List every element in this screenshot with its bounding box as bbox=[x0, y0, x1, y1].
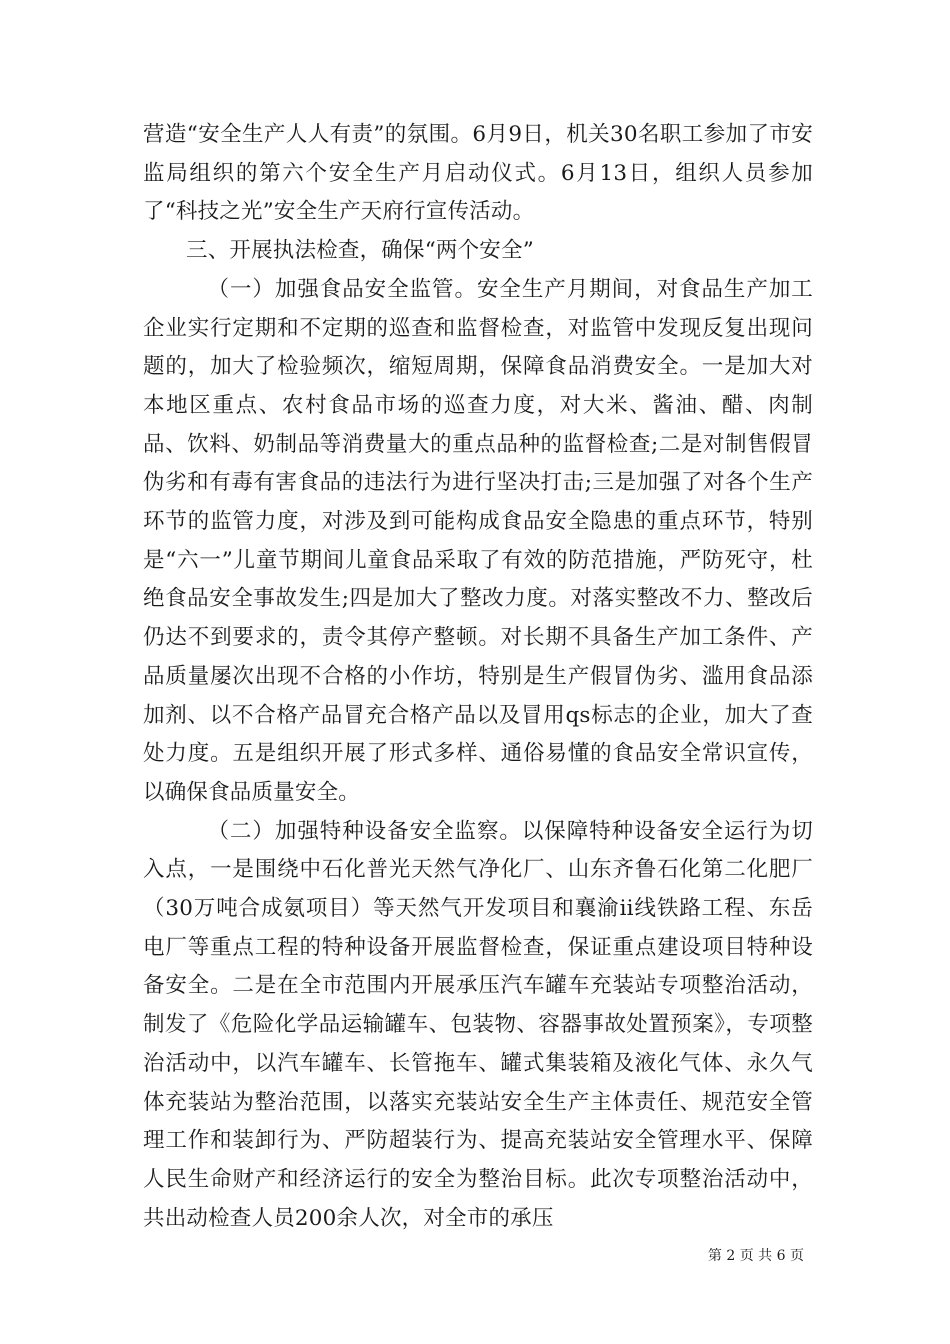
paragraph-food-safety: （一）加强食品安全监管。安全生产月期间，对食品生产加工企业实行定期和不定期的巡查和监督检查，对监管中发现反复出现问题的，加大了检验频次，缩短周期，保障食品消费安全。一是加大对本地区重点、农村食品市场的巡查力度，对大米、酱油、醋、肉制品、饮料、奶制品等消费量大的重点品种的监督检查;二是对制售假冒伪劣和有毒有害食品的违法行为进行坚决打击;三是加强了对各个生产环节的监管力度，对涉及到可能构成食品安全隐患的重点环节，特别是“六一”儿童节期间儿童食品采取了有效的防范措施，严防死守，杜绝食品安全事故发生;四是加大了整改力度。对落实整改不力、整改后仍达不到要求的，责令其停产整顿。对长期不具备生产加工条件、产品质量屡次出现不合格的小作坊，特别是生产假冒伪劣、滥用食品添加剂、以不合格产品冒充合格产品以及冒用qs标志的企业，加大了查处力度。五是组织开展了形式多样、通俗易懂的食品安全常识宣传，以确保食品质量安全。 bbox=[143, 276, 813, 805]
section-heading: 三、开展执法检查，确保“两个安全” bbox=[186, 238, 534, 264]
paragraph-continuation: 营造“安全生产人人有责”的氛围。6月9日，机关30名职工参加了市安监局组织的第六个安全生产月启动仪式。6月13日，组织人员参加了“科技之光”安全生产天府行宣传活动。 bbox=[143, 122, 813, 225]
paragraph-special-equipment: （二）加强特种设备安全监察。以保障特种设备安全运行为切入点，一是围绕中石化普光天然气净化厂、山东齐鲁石化第二化肥厂（30万吨合成氨项目）等天然气开发项目和襄渝ii线铁路工程、东岳电厂等重点工程的特种设备开展监督检查，保证重点建设项目特种设备安全。二是在全市范围内开展承压汽车罐车充装站专项整治活动，制发了《危险化学品运输罐车、包装物、容器事故处置预案》，专项整治活动中，以汽车罐车、长管拖车、罐式集装箱及液化气体、永久气体充装站为整治范围，以落实充装站安全生产主体责任、规范安全管理工作和装卸行为、严防超装行为、提高充装站安全管理水平、保障人民生命财产和经济运行的安全为整治目标。此次专项整治活动中，共出动检查人员200余人次，对全市的承压 bbox=[143, 818, 813, 1231]
page-number-footer: 第 2 页 共 6 页 bbox=[707, 1248, 804, 1264]
document-body bbox=[143, 116, 813, 1238]
